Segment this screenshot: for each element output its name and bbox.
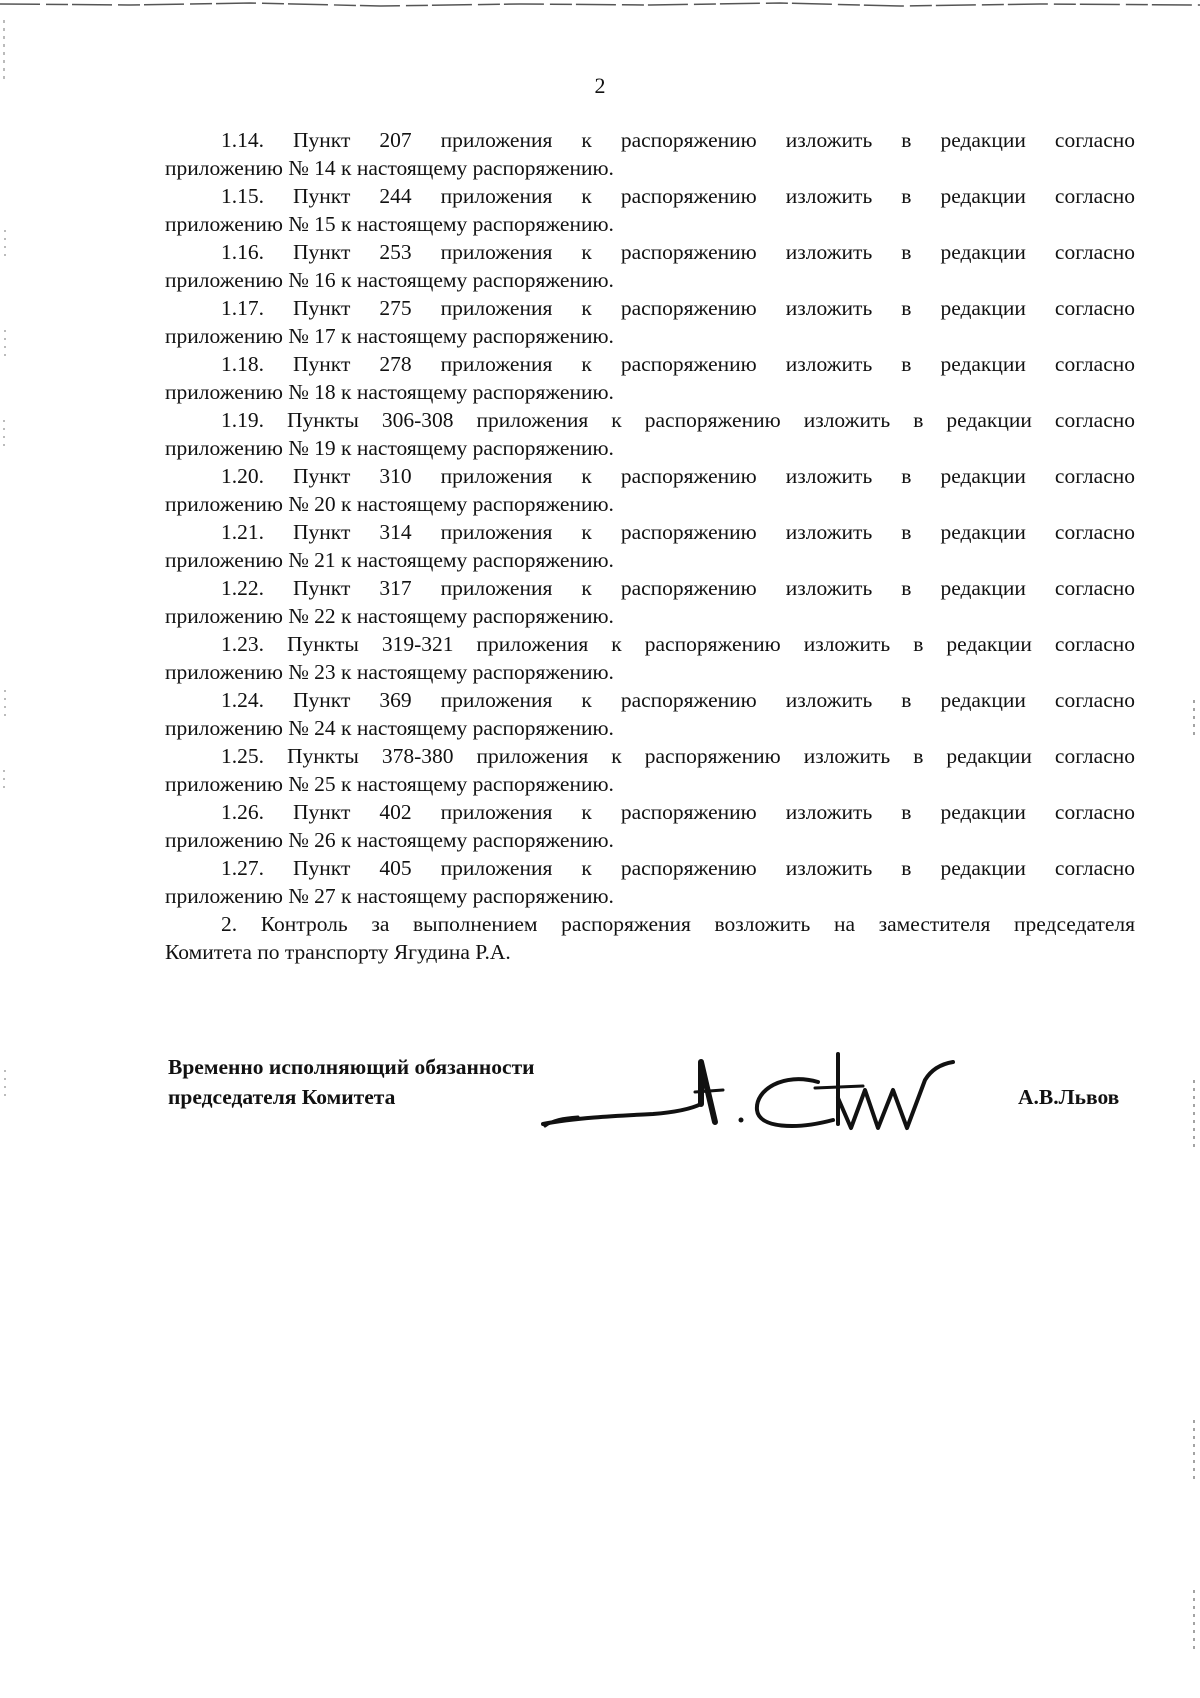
signer-title-line1: Временно исполняющий обязанности	[168, 1055, 535, 1079]
paragraph-1-25-line1: 1.25. Пункты 378-380 приложения к распоряжению изложить в редакции согласно	[221, 744, 1135, 768]
paragraph-1-15-line1: 1.15. Пункт 244 приложения к распоряжению изложить в редакции согласно	[221, 184, 1135, 208]
paragraph-1-14-line2: приложению № 14 к настоящему распоряжению.	[165, 156, 614, 180]
paragraph-1-19-line1: 1.19. Пункты 306-308 приложения к распоряжению изложить в редакции согласно	[221, 408, 1135, 432]
paragraph-1-26-line2: приложению № 26 к настоящему распоряжению.	[165, 828, 614, 852]
paragraph-1-24-line2: приложению № 24 к настоящему распоряжению.	[165, 716, 614, 740]
page-number: 2	[594, 73, 606, 98]
paragraph-2-line1: 2. Контроль за выполнением распоряжения возложить на заместителя председателя	[221, 912, 1135, 936]
paragraph-1-14-line1: 1.14. Пункт 207 приложения к распоряжению изложить в редакции согласно	[221, 128, 1135, 152]
paragraph-1-21-line1: 1.21. Пункт 314 приложения к распоряжению изложить в редакции согласно	[221, 520, 1135, 544]
paragraph-1-15-line2: приложению № 15 к настоящему распоряжению.	[165, 212, 614, 236]
paragraph-1-17-line2: приложению № 17 к настоящему распоряжению.	[165, 324, 614, 348]
signer-title-line2: председателя Комитета	[168, 1085, 396, 1109]
paragraph-1-24-line1: 1.24. Пункт 369 приложения к распоряжению изложить в редакции согласно	[221, 688, 1135, 712]
scan-edge-top	[0, 0, 1200, 18]
signature-block	[168, 1052, 1138, 1142]
scan-edge-right	[1188, 0, 1200, 1698]
paragraph-1-23-line1: 1.23. Пункты 319-321 приложения к распоряжению изложить в редакции согласно	[221, 632, 1135, 656]
paragraph-1-27-line2: приложению № 27 к настоящему распоряжению.	[165, 884, 614, 908]
paragraph-1-25-line2: приложению № 25 к настоящему распоряжению.	[165, 772, 614, 796]
paragraph-1-20-line1: 1.20. Пункт 310 приложения к распоряжению изложить в редакции согласно	[221, 464, 1135, 488]
paragraph-1-22-line1: 1.22. Пункт 317 приложения к распоряжению изложить в редакции согласно	[221, 576, 1135, 600]
document-body	[165, 126, 1135, 966]
signer-name: А.В.Львов	[1018, 1085, 1120, 1109]
paragraph-1-18-line1: 1.18. Пункт 278 приложения к распоряжению изложить в редакции согласно	[221, 352, 1135, 376]
paragraph-1-27-line1: 1.27. Пункт 405 приложения к распоряжению изложить в редакции согласно	[221, 856, 1135, 880]
signer-title	[168, 1052, 535, 1112]
paragraph-1-21-line2: приложению № 21 к настоящему распоряжению.	[165, 548, 614, 572]
paragraph-1-16-line1: 1.16. Пункт 253 приложения к распоряжению изложить в редакции согласно	[221, 240, 1135, 264]
paragraph-1-22-line2: приложению № 22 к настоящему распоряжению.	[165, 604, 614, 628]
paragraph-1-19-line2: приложению № 19 к настоящему распоряжению.	[165, 436, 614, 460]
paragraph-1-26-line1: 1.26. Пункт 402 приложения к распоряжению изложить в редакции согласно	[221, 800, 1135, 824]
paragraph-1-17-line1: 1.17. Пункт 275 приложения к распоряжению изложить в редакции согласно	[221, 296, 1135, 320]
handwritten-signature	[533, 1032, 1003, 1152]
scan-edge-left	[0, 0, 12, 1698]
paragraph-1-23-line2: приложению № 23 к настоящему распоряжению.	[165, 660, 614, 684]
paragraph-1-18-line2: приложению № 18 к настоящему распоряжению.	[165, 380, 614, 404]
paragraph-1-16-line2: приложению № 16 к настоящему распоряжению.	[165, 268, 614, 292]
paragraph-2-line2: Комитета по транспорту Ягудина Р.А.	[165, 940, 511, 964]
paragraph-1-20-line2: приложению № 20 к настоящему распоряжению.	[165, 492, 614, 516]
